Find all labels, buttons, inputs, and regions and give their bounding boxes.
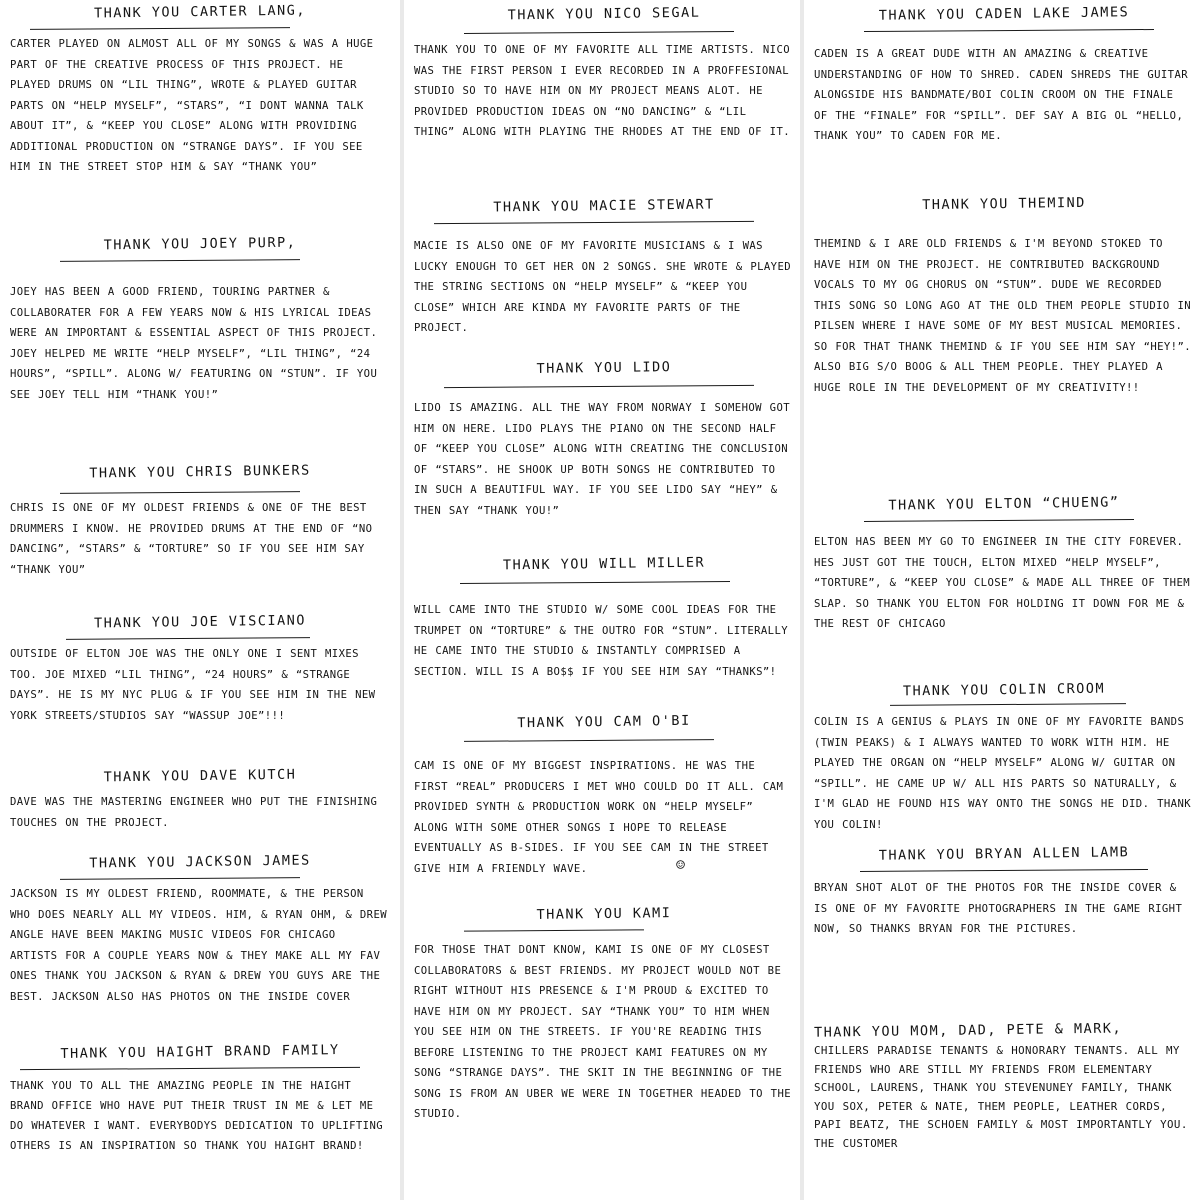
note-heading: THANK YOU KAMI xyxy=(536,905,672,923)
heading-underline xyxy=(60,259,300,262)
heading-underline xyxy=(890,703,1126,706)
right-column xyxy=(800,0,1200,1200)
note-body: FOR THOSE THAT DONT KNOW, KAMI IS ONE OF MY CLOSEST COLLABORATORS & BEST FRIENDS. MY PROJECT WOULD NOT BE RIGHT WITHOUT HIS PRESENCE & I'M PROUD & EXCITED TO HAVE HIM ON MY PROJECT. SAY “THANK YOU” TO HIM WHEN YOU SEE HIM ON THE STREETS. IF YOU'RE READING THIS BEFORE LISTENING TO THE PROJECT KAMI FEATURES ON MY SONG “STRANGE DAYS”. THE SKIT IN THE BEGINNING OF THE SONG IS FROM AN UBER WE WERE IN TOGETHER HEADED TO THE STUDIO. xyxy=(414,944,792,1120)
note-heading: THANK YOU CHRIS BUNKERS xyxy=(89,462,311,482)
note-body: COLIN IS A GENIUS & PLAYS IN ONE OF MY FAVORITE BANDS (TWIN PEAKS) & I ALWAYS WANTED TO WORK WITH HIM. HE PLAYED THE ORGAN ON “HELP MYSELF” ALONG W/ GUITAR ON “SPILL”. HE CAME UP W/ ALL HIS PARTS SO NATURALLY, & I'M GLAD HE FOUND HIS WAY ONTO THE SONGS HE DID. THANK YOU COLIN! xyxy=(814,716,1192,831)
note-heading: THANK YOU THEMIND xyxy=(922,194,1086,214)
heading-underline xyxy=(66,637,310,640)
note-heading: THANK YOU MACIE STEWART xyxy=(493,196,715,216)
heading-underline xyxy=(20,1067,360,1070)
note-heading: THANK YOU MOM, DAD, PETE & MARK, xyxy=(813,1020,1123,1041)
note-heading: THANK YOU DAVE KUTCH xyxy=(103,766,297,786)
note-body: CHILLERS PARADISE TENANTS & HONORARY TENANTS. ALL MY FRIENDS WHO ARE STILL MY FRIENDS FROM ELEMENTARY SCHOOL, LAURENS, THANK YOU STEVENUNEY FAMILY, THANK YOU SOX, PETER & NATE, THEM PEOPLE, LEATHER CORDS, PAPI BEATZ, THE SCHOEN FAMILY & MOST IMPORTANTLY YOU. THE CUSTOMER xyxy=(814,1044,1188,1150)
heading-underline xyxy=(464,31,734,34)
heading-underline xyxy=(864,29,1154,32)
note-body: CARTER PLAYED ON ALMOST ALL OF MY SONGS & WAS A HUGE PART OF THE CREATIVE PROCESS OF THIS PROJECT. HE PLAYED DRUMS ON “LIL THING”, WROTE & PLAYED GUITAR PARTS ON “HELP MYSELF”, “STARS”, “I DONT WANNA TALK ABOUT IT”, & “KEEP YOU CLOSE” ALONG WITH PROVIDING ADDITIONAL PRODUCTION ON “STRANGE DAYS”. IF YOU SEE HIM IN THE STREET STOP HIM & SAY “THANK YOU” xyxy=(10,38,374,173)
note-body: BRYAN SHOT ALOT OF THE PHOTOS FOR THE INSIDE COVER & IS ONE OF MY FAVORITE PHOTOGRAPHERS IN THE GAME RIGHT NOW, SO THANKS BRYAN FOR THE PICTURES. xyxy=(814,882,1183,935)
note-body: CHRIS IS ONE OF MY OLDEST FRIENDS & ONE OF THE BEST DRUMMERS I KNOW. HE PROVIDED DRUMS AT THE END OF “NO DANCING”, “STARS” & “TORTURE” SO IF YOU SEE HIM SAY “THANK YOU” xyxy=(10,502,373,576)
note-body: ELTON HAS BEEN MY GO TO ENGINEER IN THE CITY FOREVER. HES JUST GOT THE TOUCH, ELTON MIXED “HELP MYSELF”, “TORTURE”, & “KEEP YOU CLOSE” & MADE ALL THREE OF THEM SLAP. SO THANK YOU ELTON FOR HOLDING IT DOWN FOR ME & THE REST OF CHICAGO xyxy=(814,536,1191,630)
middle-column xyxy=(400,0,804,1200)
note-body: JOEY HAS BEEN A GOOD FRIEND, TOURING PARTNER & COLLABORATER FOR A FEW YEARS NOW & HIS LYRICAL IDEAS WERE AN IMPORTANT & ESSENTIAL ASPECT OF THIS PROJECT. JOEY HELPED ME WRITE “HELP MYSELF”, “LIL THING”, “24 HOURS”, “SPILL”. ALONG W/ FEATURING ON “STUN”. IF YOU SEE JOEY TELL HIM “THANK YOU!” xyxy=(10,286,378,401)
note-body: THEMIND & I ARE OLD FRIENDS & I'M BEYOND STOKED TO HAVE HIM ON THE PROJECT. HE CONTRIBUTED BACKGROUND VOCALS TO MY OG CHORUS ON “STUN”. DUDE WE RECORDED THIS SONG SO LONG AGO AT THE OLD THEM PEOPLE STUDIO IN PILSEN WHERE I HAVE SOME OF MY BEST MUSICAL MEMORIES. SO FOR THAT THANK THEMIND & IF YOU SEE HIM SAY “HEY!”. ALSO BIG S/O BOOG & ALL THEM PEOPLE. THEY PLAYED A HUGE ROLE IN THE DEVELOPMENT OF MY CREATIVITY!! xyxy=(814,238,1192,394)
note-heading: THANK YOU JACKSON JAMES xyxy=(89,852,311,872)
note-body: THANK YOU TO ONE OF MY FAVORITE ALL TIME ARTISTS. NICO WAS THE FIRST PERSON I EVER RECORDED IN A PROFFESIONAL STUDIO SO TO HAVE HIM ON MY PROJECT MEANS ALOT. HE PROVIDED PRODUCTION IDEAS ON “NO DANCING” & “LIL THING” ALONG WITH PLAYING THE RHODES AT THE END OF IT. xyxy=(414,44,791,138)
heading-underline xyxy=(444,385,754,388)
note-body: THANK YOU TO ALL THE AMAZING PEOPLE IN THE HAIGHT BRAND OFFICE WHO HAVE PUT THEIR TRUST IN ME & LET ME DO WHATEVER I WANT. EVERYBODYS DEDICATION TO UPLIFTING OTHERS IS AN INSPIRATION SO THANK YOU HAIGHT BRAND! xyxy=(10,1080,384,1152)
heading-underline xyxy=(60,491,300,494)
note-heading: THANK YOU NICO SEGAL xyxy=(507,4,701,24)
heading-underline xyxy=(460,581,730,584)
heading-underline xyxy=(860,869,1148,872)
heading-underline xyxy=(60,877,300,880)
note-body: CADEN IS A GREAT DUDE WITH AN AMAZING & CREATIVE UNDERSTANDING OF HOW TO SHRED. CADEN SHREDS THE GUITAR ALONGSIDE HIS BANDMATE/BOI COLIN CROOM ON THE FINALE OF THE “FINALE” FOR “SPILL”. DEF SAY A BIG OL “HELLO, THANK YOU” TO CADEN FOR ME. xyxy=(814,48,1189,142)
note-heading: THANK YOU LIDO xyxy=(536,359,672,377)
heading-underline xyxy=(464,929,644,931)
note-body: OUTSIDE OF ELTON JOE WAS THE ONLY ONE I SENT MIXES TOO. JOE MIXED “LIL THING”, “24 HOURS” & “STRANGE DAYS”. HE IS MY NYC PLUG & IF YOU SEE HIM IN THE NEW YORK STREETS/STUDIOS SAY “WASSUP JOE”!!! xyxy=(10,648,376,722)
note-heading: THANK YOU HAIGHT BRAND FAMILY xyxy=(60,1042,340,1062)
note-body: WILL CAME INTO THE STUDIO W/ SOME COOL IDEAS FOR THE TRUMPET ON “TORTURE” & THE OUTRO FOR “STUN”. LITERALLY HE CAME INTO THE STUDIO & INSTANTLY COMPRISED A SECTION. WILL IS A BO$$ IF YOU SEE HIM SAY “THANKS”! xyxy=(414,604,789,678)
note-heading: THANK YOU CAM O'BI xyxy=(517,712,691,732)
note-heading: THANK YOU ELTON “CHUENG” xyxy=(888,494,1120,514)
note-body: MACIE IS ALSO ONE OF MY FAVORITE MUSICIANS & I WAS LUCKY ENOUGH TO GET HER ON 2 SONGS. SHE WROTE & PLAYED THE STRING SECTIONS ON “HELP MYSELF” & “KEEP YOU CLOSE” WHICH ARE KINDA MY FAVORITE PARTS OF THE PROJECT. xyxy=(414,240,792,334)
note-body: LIDO IS AMAZING. ALL THE WAY FROM NORWAY I SOMEHOW GOT HIM ON HERE. LIDO PLAYS THE PIANO ON THE SECOND HALF OF “KEEP YOU CLOSE” ALONG WITH CREATING THE CONCLUSION OF “STARS”. HE SHOOK UP BOTH SONGS HE CONTRIBUTED TO IN SUCH A BEAUTIFUL WAY. IF YOU SEE LIDO SAY “HEY” & THEN SAY “THANK YOU!” xyxy=(414,402,791,517)
note-heading: THANK YOU CARTER LANG, xyxy=(93,2,307,22)
note-heading: THANK YOU COLIN CROOM xyxy=(902,680,1106,700)
heading-underline xyxy=(464,739,714,742)
note-heading: THANK YOU JOEY PURP, xyxy=(103,234,297,254)
note-heading: THANK YOU BRYAN ALLEN LAMB xyxy=(878,844,1130,864)
heading-underline xyxy=(864,519,1134,522)
note-heading: THANK YOU WILL MILLER xyxy=(502,554,706,574)
note-heading: THANK YOU CADEN LAKE JAMES xyxy=(878,4,1130,24)
note-heading: THANK YOU JOE VISCIANO xyxy=(93,612,307,632)
smiley-icon: ☺ xyxy=(676,856,686,874)
note-body: JACKSON IS MY OLDEST FRIEND, ROOMMATE, & THE PERSON WHO DOES NEARLY ALL MY VIDEOS. HIM, & RYAN OHM, & DREW ANGLE HAVE BEEN MAKING MUSIC VIDEOS FOR CHICAGO ARTISTS FOR A COUPLE YEARS NOW & THEY MAKE ALL MY FAV ONES THANK YOU JACKSON & RYAN & DREW YOU GUYS ARE THE BEST. JACKSON ALSO HAS PHOTOS ON THE INSIDE COVER xyxy=(10,888,388,1003)
heading-underline xyxy=(434,221,754,224)
note-body: DAVE WAS THE MASTERING ENGINEER WHO PUT THE FINISHING TOUCHES ON THE PROJECT. xyxy=(10,796,378,829)
heading-underline xyxy=(30,27,290,30)
note-body: CAM IS ONE OF MY BIGGEST INSPIRATIONS. HE WAS THE FIRST “REAL” PRODUCERS I MET WHO COULD DO IT ALL. CAM PROVIDED SYNTH & PRODUCTION WORK ON “HELP MYSELF” ALONG WITH SOME OTHER SONGS I HOPE TO RELEASE EVENTUALLY AS B-SIDES. IF YOU SEE CAM IN THE STREET GIVE HIM A FRIENDLY WAVE. xyxy=(414,760,784,875)
left-column xyxy=(0,0,400,1200)
